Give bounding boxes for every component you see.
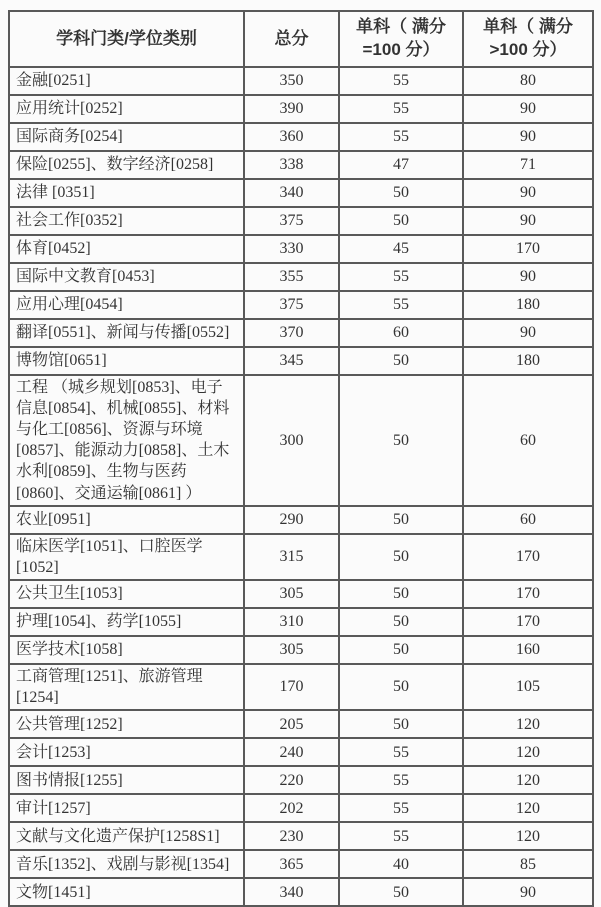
- table-row: [9, 766, 593, 794]
- category-cell: 翻译[0551]、新闻与传播[0552]: [9, 319, 244, 347]
- single-subject-gt100-cell: 105: [463, 664, 593, 710]
- category-cell: 国际中文教育[0453]: [9, 263, 244, 291]
- table-row: [9, 67, 593, 95]
- total-score-cell: 360: [244, 123, 339, 151]
- single-subject-eq100-cell: 50: [339, 878, 463, 906]
- col-header-single-subject-gt100: 单科（ 满分>100 分）: [463, 11, 593, 67]
- table-row: [9, 263, 593, 291]
- score-table-body: [9, 67, 593, 906]
- table-row: [9, 375, 593, 506]
- table-row: [9, 878, 593, 906]
- table-row: [9, 608, 593, 636]
- table-row: [9, 822, 593, 850]
- table-row: [9, 850, 593, 878]
- single-subject-gt100-cell: 180: [463, 291, 593, 319]
- category-cell: 体育[0452]: [9, 235, 244, 263]
- total-score-cell: 290: [244, 506, 339, 534]
- single-subject-gt100-cell: 90: [463, 263, 593, 291]
- total-score-cell: 205: [244, 710, 339, 738]
- single-subject-eq100-cell: 50: [339, 347, 463, 375]
- table-row: [9, 347, 593, 375]
- table-row: [9, 738, 593, 766]
- header-row: [9, 11, 593, 67]
- total-score-cell: 375: [244, 207, 339, 235]
- total-score-cell: 202: [244, 794, 339, 822]
- single-subject-eq100-cell: 50: [339, 664, 463, 710]
- total-score-cell: 340: [244, 878, 339, 906]
- total-score-cell: 230: [244, 822, 339, 850]
- single-subject-gt100-cell: 80: [463, 67, 593, 95]
- single-subject-gt100-cell: 170: [463, 608, 593, 636]
- category-cell: 音乐[1352]、戏剧与影视[1354]: [9, 850, 244, 878]
- total-score-cell: 370: [244, 319, 339, 347]
- category-cell: 公共管理[1252]: [9, 710, 244, 738]
- total-score-cell: 315: [244, 534, 339, 580]
- single-subject-gt100-cell: 170: [463, 235, 593, 263]
- single-subject-gt100-cell: 60: [463, 375, 593, 506]
- col-header-total-score: 总分: [244, 11, 339, 67]
- single-subject-gt100-cell: 90: [463, 123, 593, 151]
- category-cell: 博物馆[0651]: [9, 347, 244, 375]
- table-row: [9, 95, 593, 123]
- total-score-cell: 340: [244, 179, 339, 207]
- total-score-cell: 305: [244, 636, 339, 664]
- single-subject-eq100-cell: 45: [339, 235, 463, 263]
- total-score-cell: 350: [244, 67, 339, 95]
- single-subject-eq100-cell: 50: [339, 534, 463, 580]
- category-cell: 医学技术[1058]: [9, 636, 244, 664]
- table-row: [9, 534, 593, 580]
- single-subject-gt100-cell: 90: [463, 179, 593, 207]
- table-row: [9, 506, 593, 534]
- category-cell: 保险[0255]、数字经济[0258]: [9, 151, 244, 179]
- table-row: [9, 319, 593, 347]
- total-score-cell: 240: [244, 738, 339, 766]
- col-header-single-subject-eq100: 单科（ 满分=100 分）: [339, 11, 463, 67]
- single-subject-gt100-cell: 90: [463, 319, 593, 347]
- category-cell: 工商管理[1251]、旅游管理[1254]: [9, 664, 244, 710]
- single-subject-eq100-cell: 55: [339, 123, 463, 151]
- category-cell: 应用统计[0252]: [9, 95, 244, 123]
- category-cell: 会计[1253]: [9, 738, 244, 766]
- total-score-cell: 345: [244, 347, 339, 375]
- single-subject-gt100-cell: 90: [463, 95, 593, 123]
- category-cell: 临床医学[1051]、口腔医学[1052]: [9, 534, 244, 580]
- total-score-cell: 300: [244, 375, 339, 506]
- single-subject-eq100-cell: 50: [339, 608, 463, 636]
- table-row: [9, 636, 593, 664]
- category-cell: 文物[1451]: [9, 878, 244, 906]
- single-subject-eq100-cell: 55: [339, 766, 463, 794]
- single-subject-gt100-cell: 60: [463, 506, 593, 534]
- table-row: [9, 235, 593, 263]
- category-cell: 工程 （城乡规划[0853]、电子信息[0854]、机械[0855]、材料与化工[0856]、资源与环境[0857]、能源动力[0858]、土木水利[0859]、生物与医药[0860]、交通运输[0861] ）: [9, 375, 244, 506]
- single-subject-gt100-cell: 120: [463, 738, 593, 766]
- total-score-cell: 310: [244, 608, 339, 636]
- single-subject-gt100-cell: 90: [463, 207, 593, 235]
- single-subject-gt100-cell: 120: [463, 822, 593, 850]
- total-score-cell: 365: [244, 850, 339, 878]
- single-subject-gt100-cell: 120: [463, 794, 593, 822]
- total-score-cell: 330: [244, 235, 339, 263]
- total-score-cell: 338: [244, 151, 339, 179]
- single-subject-eq100-cell: 55: [339, 95, 463, 123]
- category-cell: 社会工作[0352]: [9, 207, 244, 235]
- single-subject-gt100-cell: 120: [463, 766, 593, 794]
- single-subject-eq100-cell: 50: [339, 179, 463, 207]
- total-score-cell: 305: [244, 580, 339, 608]
- single-subject-eq100-cell: 50: [339, 207, 463, 235]
- table-row: [9, 207, 593, 235]
- single-subject-eq100-cell: 47: [339, 151, 463, 179]
- single-subject-gt100-cell: 170: [463, 580, 593, 608]
- single-subject-eq100-cell: 50: [339, 375, 463, 506]
- single-subject-gt100-cell: 160: [463, 636, 593, 664]
- single-subject-eq100-cell: 50: [339, 580, 463, 608]
- single-subject-eq100-cell: 50: [339, 506, 463, 534]
- total-score-cell: 170: [244, 664, 339, 710]
- table-row: [9, 580, 593, 608]
- total-score-cell: 220: [244, 766, 339, 794]
- total-score-cell: 375: [244, 291, 339, 319]
- table-row: [9, 151, 593, 179]
- single-subject-gt100-cell: 170: [463, 534, 593, 580]
- single-subject-gt100-cell: 90: [463, 878, 593, 906]
- table-row: [9, 179, 593, 207]
- category-cell: 国际商务[0254]: [9, 123, 244, 151]
- col-header-category: 学科门类/学位类别: [9, 11, 244, 67]
- table-row: [9, 794, 593, 822]
- admission-score-table: [8, 10, 594, 907]
- single-subject-eq100-cell: 50: [339, 636, 463, 664]
- single-subject-eq100-cell: 55: [339, 738, 463, 766]
- table-row: [9, 123, 593, 151]
- single-subject-gt100-cell: 120: [463, 710, 593, 738]
- single-subject-eq100-cell: 55: [339, 822, 463, 850]
- single-subject-eq100-cell: 50: [339, 710, 463, 738]
- single-subject-gt100-cell: 85: [463, 850, 593, 878]
- single-subject-gt100-cell: 71: [463, 151, 593, 179]
- category-cell: 审计[1257]: [9, 794, 244, 822]
- category-cell: 应用心理[0454]: [9, 291, 244, 319]
- table-row: [9, 710, 593, 738]
- single-subject-eq100-cell: 40: [339, 850, 463, 878]
- category-cell: 图书情报[1255]: [9, 766, 244, 794]
- total-score-cell: 390: [244, 95, 339, 123]
- category-cell: 金融[0251]: [9, 67, 244, 95]
- category-cell: 法律 [0351]: [9, 179, 244, 207]
- category-cell: 农业[0951]: [9, 506, 244, 534]
- single-subject-gt100-cell: 180: [463, 347, 593, 375]
- category-cell: 护理[1054]、药学[1055]: [9, 608, 244, 636]
- single-subject-eq100-cell: 55: [339, 794, 463, 822]
- table-row: [9, 664, 593, 710]
- single-subject-eq100-cell: 60: [339, 319, 463, 347]
- single-subject-eq100-cell: 55: [339, 67, 463, 95]
- single-subject-eq100-cell: 55: [339, 263, 463, 291]
- category-cell: 文献与文化遗产保护[1258S1]: [9, 822, 244, 850]
- table-row: [9, 291, 593, 319]
- total-score-cell: 355: [244, 263, 339, 291]
- category-cell: 公共卫生[1053]: [9, 580, 244, 608]
- single-subject-eq100-cell: 55: [339, 291, 463, 319]
